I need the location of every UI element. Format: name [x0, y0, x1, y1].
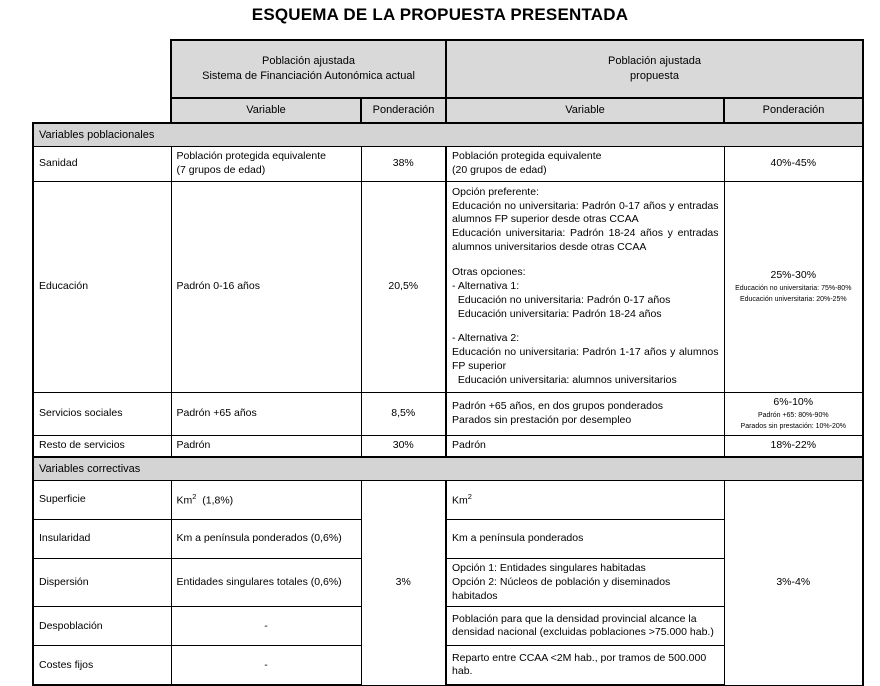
- table-row: [33, 436, 863, 457]
- section-band-row-poblacionales: [33, 123, 863, 147]
- cell-current-variable-sanidad: [171, 147, 361, 182]
- header-col-ponderacion-proposed: Ponderación: [724, 98, 863, 123]
- cell-current-variable-servicios-sociales: Padrón +65 años: [171, 392, 361, 435]
- table-row: [33, 480, 863, 519]
- header-col-variable-proposed: Variable: [446, 98, 724, 123]
- row-label-servicios-sociales: Servicios sociales: [33, 392, 171, 435]
- superficie-km-sup: 2: [192, 491, 197, 501]
- cell-proposed-ponderacion-resto-servicios: 18%-22%: [724, 436, 863, 457]
- cell-proposed-ponderacion-educacion: [724, 181, 863, 392]
- header-corner-spacer: [33, 40, 171, 98]
- row-label-educacion: Educación: [33, 181, 171, 392]
- cell-proposed-variable-resto-servicios: Padrón: [446, 436, 724, 457]
- edu-gap-2: [452, 321, 719, 332]
- header-group-current-line2: Sistema de Financiación Autonómica actual: [202, 70, 415, 82]
- edu-pond-main: 25%-30%: [770, 268, 817, 281]
- sanidad-current-line1: Población protegida equivalente: [176, 150, 326, 162]
- header-col-ponderacion-current: Ponderación: [361, 98, 446, 123]
- ss-pond-main: 6%-10%: [773, 395, 814, 408]
- cell-current-variable-superficie: [171, 480, 361, 519]
- cell-current-ponderacion-resto-servicios: 30%: [361, 436, 446, 457]
- sanidad-proposed-line2: (20 grupos de edad): [452, 163, 547, 176]
- dispersion-proposed-line1: Opción 1: Entidades singulares habitadas: [452, 561, 646, 574]
- edu-block-4: - Alternativa 1:: [452, 279, 520, 292]
- cell-current-variable-costes-fijos: -: [171, 646, 361, 686]
- edu-block-3: Otras opciones:: [452, 266, 526, 279]
- cell-current-ponderacion-sanidad: 38%: [361, 147, 446, 182]
- despoblacion-proposed-line1: Población para que la densidad provincial alcance la: [452, 612, 697, 625]
- row-label-resto-servicios: Resto de servicios: [33, 436, 171, 457]
- cell-proposed-variable-dispersion: [446, 558, 724, 607]
- sanidad-proposed-line1: Población protegida equivalente: [452, 150, 602, 162]
- edu-block-5: Educación no universitaria: Padrón 0-17 años: [452, 293, 671, 306]
- edu-block-1: Educación no universitaria: Padrón 0-17 años y entradas alumnos FP superior desde otras CCAA: [452, 199, 719, 226]
- cell-proposed-ponderacion-servicios-sociales: [724, 392, 863, 435]
- cell-proposed-variable-superficie: [446, 480, 724, 519]
- superficie-km: Km: [176, 494, 193, 507]
- superficie-proposed-km-sup: 2: [467, 491, 472, 501]
- edu-pond-note-0: Educación no universitaria: 75%-80%: [735, 284, 852, 292]
- edu-block-7: - Alternativa 2:: [452, 332, 520, 345]
- despoblacion-proposed-line2: densidad nacional (excluidas poblaciones >75.000 hab.): [452, 626, 714, 639]
- header-corner-spacer-2: [33, 98, 171, 123]
- cell-current-variable-dispersion: Entidades singulares totales (0,6%): [171, 558, 361, 607]
- header-group-proposed-line2: propuesta: [630, 70, 679, 82]
- ss-proposed-line2: Parados sin prestación por desempleo: [452, 413, 632, 426]
- ss-pond-note-0: Padrón +65: 80%-90%: [757, 411, 829, 419]
- section-band-correctivas: Variables correctivas: [33, 457, 863, 481]
- table-row: [33, 147, 863, 182]
- row-label-sanidad: Sanidad: [33, 147, 171, 182]
- superficie-km-post: (1,8%): [196, 494, 234, 507]
- section-band-row-correctivas: [33, 457, 863, 481]
- cell-current-variable-resto-servicios: Padrón: [171, 436, 361, 457]
- cell-proposed-variable-insularidad: Km a península ponderados: [446, 519, 724, 558]
- row-label-despoblacion: Despoblación: [33, 607, 171, 646]
- table-header-group-row: [33, 40, 863, 98]
- cell-proposed-variable-servicios-sociales: [446, 392, 724, 435]
- cell-current-variable-despoblacion: -: [171, 607, 361, 646]
- edu-block-9: Educación universitaria: alumnos universitarios: [452, 374, 677, 387]
- row-label-insularidad: Insularidad: [33, 519, 171, 558]
- header-group-proposed: [446, 40, 863, 98]
- table-row: [33, 392, 863, 435]
- section-band-poblacionales: Variables poblacionales: [33, 123, 863, 147]
- header-group-current-line1: Población ajustada: [262, 55, 355, 68]
- ss-pond-note-1: Parados sin prestación: 10%-20%: [740, 422, 846, 430]
- dispersion-proposed-line2: Opción 2: Núcleos de población y diseminados habitados: [452, 575, 671, 602]
- cell-proposed-variable-despoblacion: [446, 607, 724, 646]
- edu-block-8: Educación no universitaria: Padrón 1-17 años y alumnos FP superior: [452, 346, 719, 373]
- cell-proposed-variable-costes-fijos: Reparto entre CCAA <2M hab., por tramos de 500.000 hab.: [446, 646, 724, 686]
- schema-table: [32, 39, 864, 686]
- cell-current-ponderacion-educacion: 20,5%: [361, 181, 446, 392]
- header-group-proposed-line1: Población ajustada: [608, 55, 701, 68]
- edu-pond-note-1: Educación universitaria: 20%-25%: [739, 295, 847, 303]
- edu-gap-1: [452, 255, 719, 266]
- row-label-costes-fijos: Costes fijos: [33, 646, 171, 686]
- superficie-proposed-km: Km: [452, 494, 468, 507]
- cell-current-ponderacion-servicios-sociales: 8,5%: [361, 392, 446, 435]
- cell-proposed-variable-sanidad: [446, 147, 724, 182]
- edu-block-0: Opción preferente:: [452, 185, 539, 198]
- edu-block-6: Educación universitaria: Padrón 18-24 años: [452, 307, 662, 320]
- table-row: [33, 181, 863, 392]
- header-col-variable-current: Variable: [171, 98, 361, 123]
- cell-current-variable-insularidad: Km a península ponderados (0,6%): [171, 519, 361, 558]
- header-group-current: [171, 40, 446, 98]
- schema-table-container: [32, 39, 862, 686]
- page-title: ESQUEMA DE LA PROPUESTA PRESENTADA: [251, 5, 629, 24]
- cell-proposed-variable-educacion: [446, 181, 724, 392]
- cell-proposed-ponderacion-correctivas-merged: 3%-4%: [724, 480, 863, 685]
- row-label-dispersion: Dispersión: [33, 558, 171, 607]
- sanidad-current-line2: (7 grupos de edad): [176, 163, 266, 176]
- edu-block-2: Educación universitaria: Padrón 18-24 años y entradas alumnos universitarios desde otras CCAA: [452, 227, 719, 254]
- cell-proposed-ponderacion-sanidad: 40%-45%: [724, 147, 863, 182]
- row-label-superficie: Superficie: [33, 480, 171, 519]
- cell-current-variable-educacion: Padrón 0-16 años: [171, 181, 361, 392]
- cell-current-ponderacion-correctivas-merged: 3%: [361, 480, 446, 685]
- table-header-sub-row: [33, 98, 863, 123]
- ss-proposed-line1: Padrón +65 años, en dos grupos ponderados: [452, 400, 664, 413]
